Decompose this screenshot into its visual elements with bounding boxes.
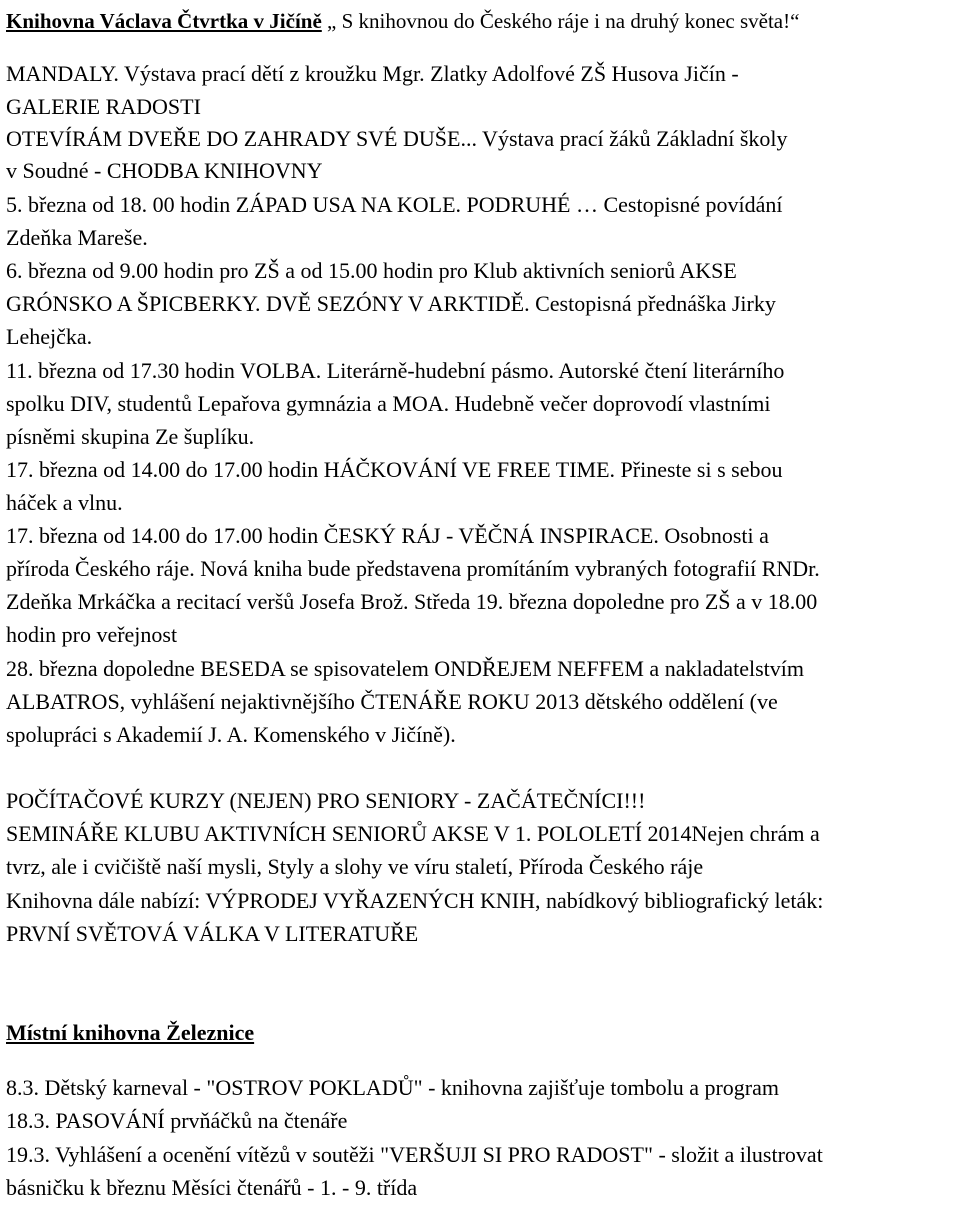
program-line: 17. března od 14.00 do 17.00 hodin HÁČKOVÁNÍ VE FREE TIME. Přineste si s sebou	[6, 457, 783, 482]
program-line: Lehejčka.	[6, 324, 93, 349]
program-line: OTEVÍRÁM DVEŘE DO ZAHRADY SVÉ DUŠE... Výstava prací žáků Základní školy	[6, 126, 788, 151]
seniors-line: PRVNÍ SVĚTOVÁ VÁLKA V LITERATUŘE	[6, 921, 419, 946]
program-line: háček a vlnu.	[6, 490, 123, 515]
program-line: Zdeňka Mareše.	[6, 225, 148, 250]
header-line	[6, 8, 799, 34]
zeleznice-line: 19.3. Vyhlášení a ocenění vítězů v soutěži "VERŠUJI SI PRO RADOST" - složit a ilustrovat	[6, 1142, 823, 1167]
program-line: MANDALY. Výstava prací dětí z kroužku Mgr. Zlatky Adolfové ZŠ Husova Jičín -	[6, 61, 739, 86]
library-title: Knihovna Václava Čtvrtka v Jičíně	[6, 9, 322, 33]
program-line: Zdeňka Mrkáčka a recitací veršů Josefa Brož. Středa 19. března dopoledne pro ZŠ a v 18.00	[6, 589, 818, 614]
zeleznice-line: 18.3. PASOVÁNÍ prvňáčků na čtenáře	[6, 1108, 348, 1133]
program-line: hodin pro veřejnost	[6, 622, 178, 647]
program-line: spolku DIV, studentů Lepařova gymnázia a MOA. Hudebně večer doprovodí vlastními	[6, 391, 771, 416]
zeleznice-line: básničku k březnu Měsíci čtenářů - 1. - 9. třída	[6, 1175, 418, 1200]
seniors-line: tvrz, ale i cvičiště naší mysli, Styly a slohy ve víru staletí, Příroda Českého ráje	[6, 854, 704, 879]
program-line: ALBATROS, vyhlášení nejaktivnějšího ČTENÁŘE ROKU 2013 dětského oddělení (ve	[6, 689, 778, 714]
seniors-line: SEMINÁŘE KLUBU AKTIVNÍCH SENIORŮ AKSE V 1. POLOLETÍ 2014Nejen chrám a	[6, 821, 820, 846]
program-line: 28. března dopoledne BESEDA se spisovatelem ONDŘEJEM NEFFEM a nakladatelstvím	[6, 656, 804, 681]
program-line: spolupráci s Akademií J. A. Komenského v Jičíně).	[6, 722, 456, 747]
program-line: příroda Českého ráje. Nová kniha bude představena promítáním vybraných fotografií RNDr.	[6, 556, 820, 581]
program-line: 6. března od 9.00 hodin pro ZŠ a od 15.00 hodin pro Klub aktivních seniorů AKSE	[6, 258, 737, 283]
zeleznice-line: 8.3. Dětský karneval - "OSTROV POKLADŮ" - knihovna zajišťuje tombolu a program	[6, 1075, 779, 1100]
library-motto: „ S knihovnou do Českého ráje i na druhý konec světa!“	[327, 9, 800, 33]
program-line: 17. března od 14.00 do 17.00 hodin ČESKÝ RÁJ - VĚČNÁ INSPIRACE. Osobnosti a	[6, 523, 769, 548]
program-line: v Soudné - CHODBA KNIHOVNY	[6, 158, 323, 183]
program-line: písněmi skupina Ze šuplíku.	[6, 424, 255, 449]
seniors-line: POČÍTAČOVÉ KURZY (NEJEN) PRO SENIORY - ZAČÁTEČNÍCI!!!	[6, 788, 646, 813]
section-title: Místní knihovna Železnice	[6, 1020, 255, 1045]
program-line: GRÓNSKO A ŠPICBERKY. DVĚ SEZÓNY V ARKTIDĚ. Cestopisná přednáška Jirky	[6, 291, 776, 316]
program-line: 11. března od 17.30 hodin VOLBA. Literárně-hudební pásmo. Autorské čtení literárního	[6, 358, 785, 383]
seniors-line: Knihovna dále nabízí: VÝPRODEJ VYŘAZENÝCH KNIH, nabídkový bibliografický leták:	[6, 888, 824, 913]
program-line: GALERIE RADOSTI	[6, 94, 201, 119]
program-line: 5. března od 18. 00 hodin ZÁPAD USA NA KOLE. PODRUHÉ … Cestopisné povídání	[6, 192, 783, 217]
